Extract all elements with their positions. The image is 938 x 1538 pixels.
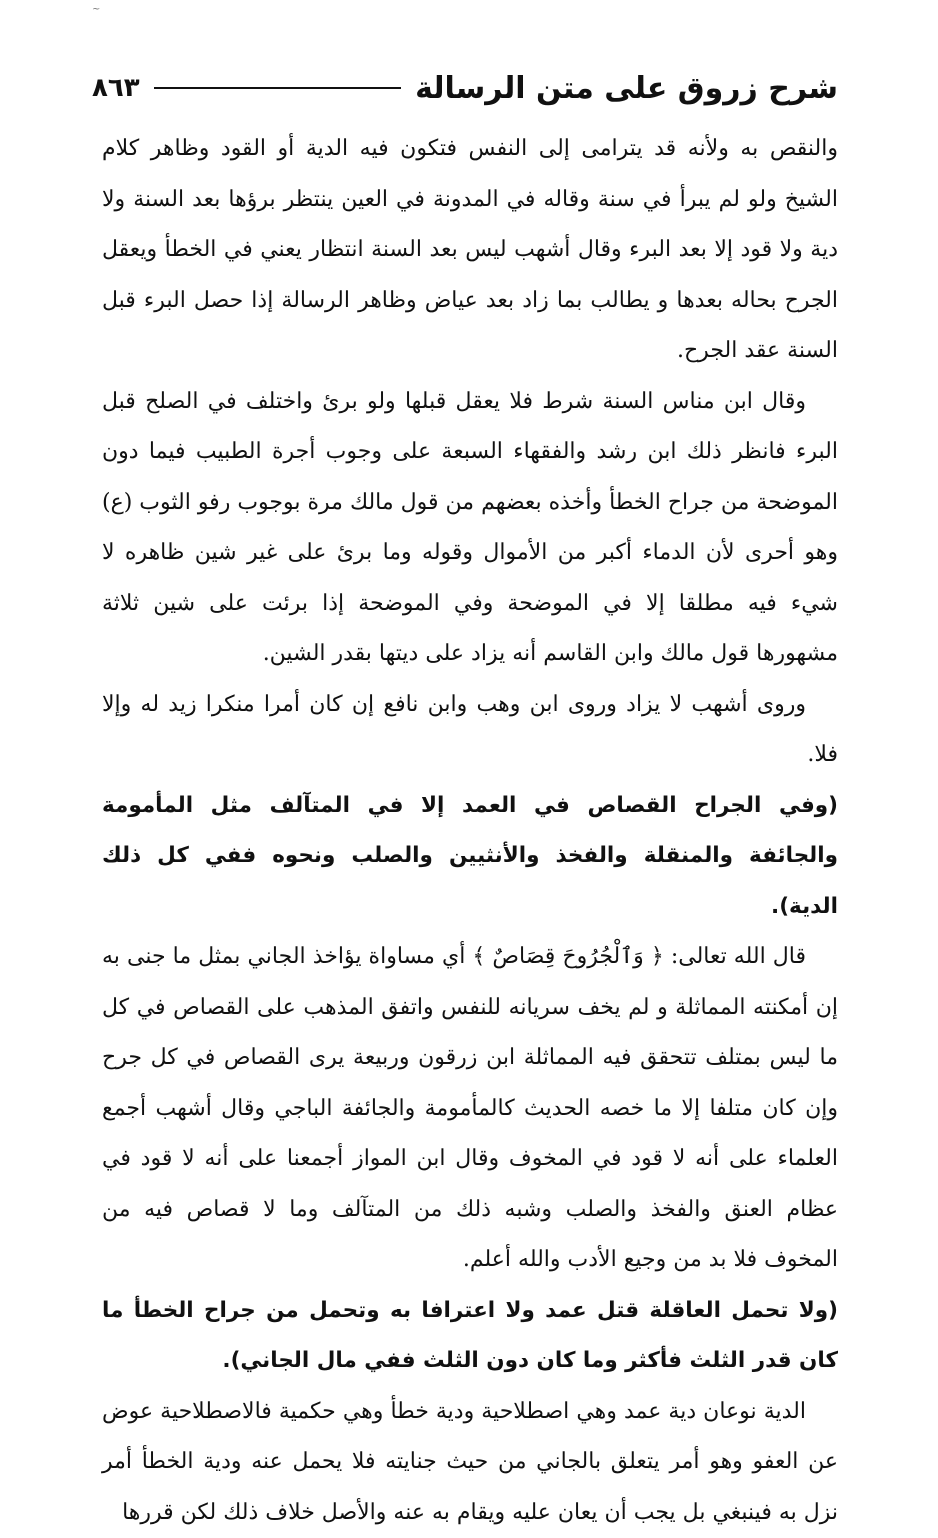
- paragraph: والنقص به ولأنه قد يترامى إلى النفس فتكون فيه الدية أو القود وظاهر كلام الشيخ ولو لم يبرأ في سنة وقاله في المدونة في العين ينتظر برؤها بعد السنة ولا دية ولا قود إلا بعد البرء وقال أشهب ليس بعد السنة انتظار يعني في الخطأ ويعقل الجرح بحاله بعدها و يطالب بما زاد بعد عياض وظاهر الرسالة إذا حصل البرء قبل السنة عقد الجرح.: [102, 124, 838, 377]
- book-title: شرح زروق على متن الرسالة: [415, 71, 838, 106]
- matn-quote: (وفي الجراح القصاص في العمد إلا في المتآلف مثل المأمومة والجائفة والمنقلة والفخذ والأنثيين والصلب ونحوه ففي كل ذلك الدية).: [102, 781, 838, 933]
- running-header: [92, 62, 838, 114]
- page-body: [102, 124, 838, 1538]
- paragraph: قال الله تعالى: ﴿ وَٱلْجُرُوحَ قِصَاصٌ ﴾ أي مساواة يؤاخذ الجاني بمثل ما جنى به إن أمكنته المماثلة و لم يخف سريانه للنفس واتفق المذهب على القصاص في كل ما ليس بمتلف تتحقق فيه المماثلة ابن زرقون وربيعة يرى القصاص في كل جرح وإن كان متلفا إلا ما خصه الحديث كالمأمومة والجائفة الباجي وقال أشهب أجمع العلماء على أنه لا قود في المخوف وقال ابن المواز أجمعنا على أنه لا قود في عظام العنق والفخذ والصلب وشبه ذلك من المتآلف وما لا قصاص فيه من المخوف فلا بد من وجيع الأدب والله أعلم.: [102, 932, 838, 1286]
- page-number: ٨٦٣: [92, 73, 140, 103]
- header-rule: [154, 87, 401, 89]
- scan-mark: ~: [92, 4, 100, 15]
- paragraph: الدية نوعان دية عمد وهي اصطلاحية ودية خطأ وهي حكمية فالاصطلاحية عوض عن العفو وهو أمر يتعلق بالجاني من حيث جنايته فلا يحمل عنه ودية الخطأ أمر نزل به فينبغي بل يجب أن يعان عليه ويقام به عنه والأصل خلاف ذلك لكن قررها: [102, 1387, 838, 1538]
- paragraph: وروى أشهب لا يزاد وروى ابن وهب وابن نافع إن كان أمرا منكرا زيد له وإلا فلا.: [102, 680, 838, 781]
- paragraph: وقال ابن مناس السنة شرط فلا يعقل قبلها ولو برئ واختلف في الصلح قبل البرء فانظر ذلك ابن رشد والفقهاء السبعة على وجوب أجرة الطبيب فيما دون الموضحة من جراح الخطأ وأخذه بعضهم من قول مالك مرة بوجوب رفو الثوب (ع) وهو أحرى لأن الدماء أكبر من الأموال وقوله وما برئ على غير شين ظاهره لا شيء فيه مطلقا إلا في الموضحة وفي الموضحة إذا برئت على شين ثلاثة مشهورها قول مالك وابن القاسم أنه يزاد على ديتها بقدر الشين.: [102, 377, 838, 680]
- matn-quote: (ولا تحمل العاقلة قتل عمد ولا اعترافا به وتحمل من جراح الخطأ ما كان قدر الثلث فأكثر وما كان دون الثلث ففي مال الجاني).: [102, 1286, 838, 1387]
